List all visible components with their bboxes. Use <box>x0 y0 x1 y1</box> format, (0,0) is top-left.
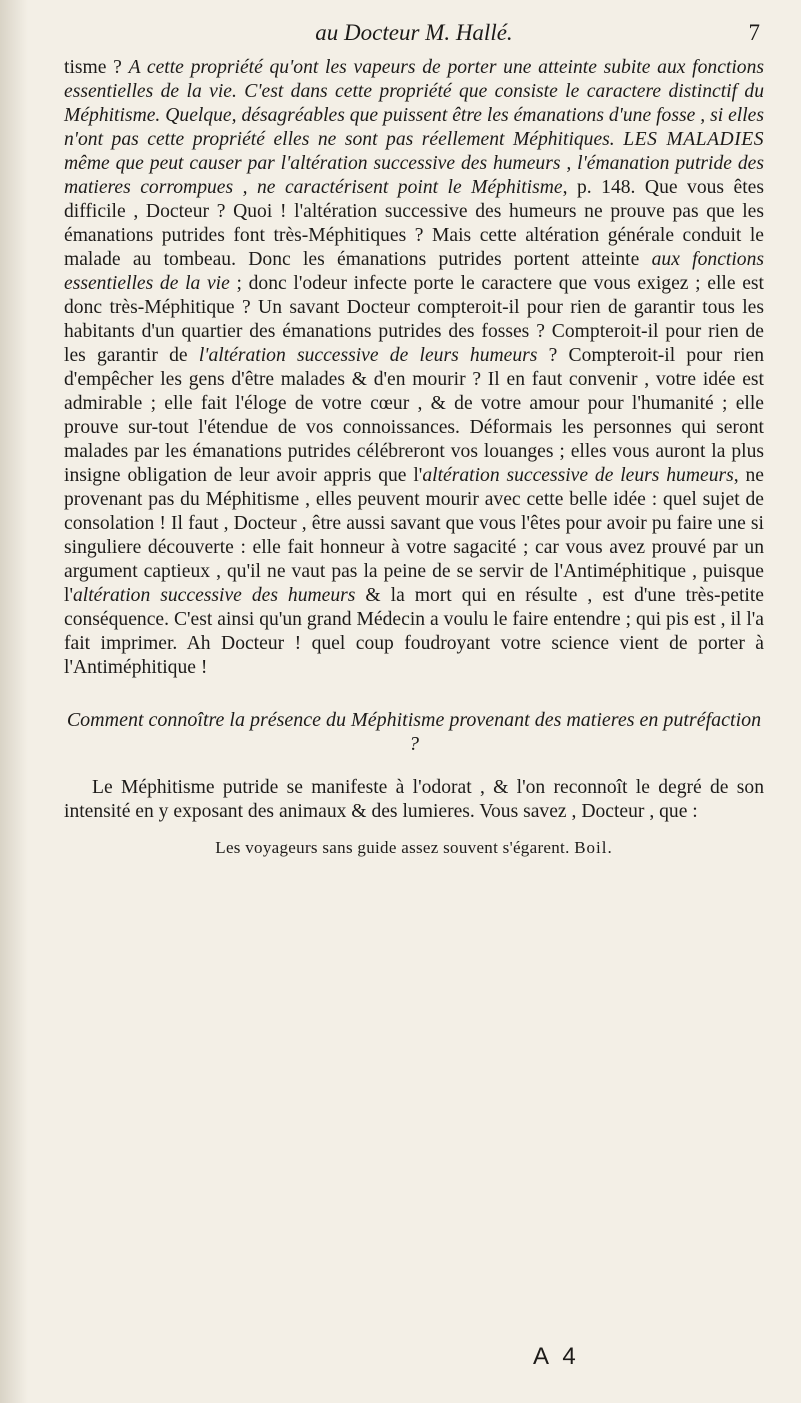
running-head <box>64 20 764 56</box>
epigraph <box>64 838 764 858</box>
paragraph-2: Le Méphitisme putride se manifeste à l'odorat , & l'on reconnoît le degré de son intensité en y exposant des animaux & des lumieres. Vous savez , Docteur , que : <box>64 777 764 822</box>
p1-italic-alteration-3: altération successive des humeurs <box>72 585 356 606</box>
p1-text-4: ? Compteroit-il pour rien d'empêcher les gens d'être malades & d'en mourir ? Il en faut convenir , votre idée est admirable ; elle fait l'éloge de votre cœur , & de votre amour pour l'humanité ; elle prouve sur-tout l'étendue de vos connoissances. Déformais les personnes qui seront malades par les émanations putrides célébreront vos louanges ; elles vous auront la plus insigne obligation de leur avoir appris que l' <box>64 345 765 486</box>
p1-text-2: , p. 148. Que vous êtes difficile , Docteur ? Quoi ! l'altération successive des humeurs ne prouve pas que les émanations putrides font très-Méphitiques ? Mais cette altération générale conduit le malade au tombeau. Donc les émanations putrides portent atteinte <box>64 177 764 270</box>
paragraph-1 <box>64 56 764 680</box>
second-text <box>64 776 764 824</box>
p1-text-6: & la mort qui en résulte , est d'une très-petite conséquence. C'est ainsi qu'un grand Médecin a voulu le faire entendre ; qui pis est , il l'a fait imprimer. Ah Docteur ! quel coup foudroyant votre science vient de porter à l'Antiméphitique ! <box>64 585 764 678</box>
book-page <box>64 20 764 858</box>
p1-italic-quote: même que peut causer par l'altération successive des humeurs , l'émanation putride des matieres corrompues , ne caractérisent point le Méphitisme <box>64 153 764 198</box>
running-title: au Docteur M. Hallé. <box>315 20 513 45</box>
page-gutter-shadow <box>0 0 28 1403</box>
p1-text-3: ; donc l'odeur infecte porte le caractere que vous exigez ; elle est donc très-Méphitique ? Un savant Docteur compteroit-il pour rien de garantir tous les habitants d'un quartier des émanations putrides des fosses ? Compteroit-il pour rien de les garantir de <box>64 273 764 366</box>
signature-mark: A 4 <box>533 1343 580 1370</box>
p1-italic-definition: A cette propriété qu'ont les vapeurs de porter une atteinte subite aux fonctions essentielles de la vie. C'est dans cette propriété que consiste le caractere distinctif du Méphitisme. Quelque, désagréables que puissent être les émanations d'une fosse , si elles n'ont pas cette propriété elles ne sont pas réellement Méphitiques. <box>64 57 764 150</box>
p1-text-1: tisme ? <box>64 57 129 78</box>
p1-italic-alteration-2: altération successive de leurs humeurs <box>422 465 734 486</box>
p1-caps-maladies: LES MALADIES <box>623 129 764 150</box>
section-heading: Comment connoître la présence du Méphitisme provenant des matieres en putréfaction ? <box>66 709 762 755</box>
p1-text-5: , ne provenant pas du Méphitisme , elles peuvent mourir avec cette belle idée : quel sujet de consolation ! Il faut , Docteur , être aussi savant que vous l'êtes pour avoir pu faire une si singuliere découverte : elle fait honneur à votre sagacité ; car vous avez prouvé par un argument captieux , qu'il ne vaut pas la peine de se servir de l'Antiméphitique , puisque l' <box>64 465 764 606</box>
page-number: 7 <box>748 20 760 45</box>
epigraph-text: Les voyageurs sans guide assez souvent s'égarent. <box>215 838 575 857</box>
p1-italic-alteration-1: l'altération successive de leurs humeurs <box>198 345 538 366</box>
main-text <box>64 56 764 680</box>
epigraph-author: Boil. <box>574 838 613 857</box>
p1-italic-fonctions: aux fonctions essentielles de la vie <box>64 249 764 294</box>
